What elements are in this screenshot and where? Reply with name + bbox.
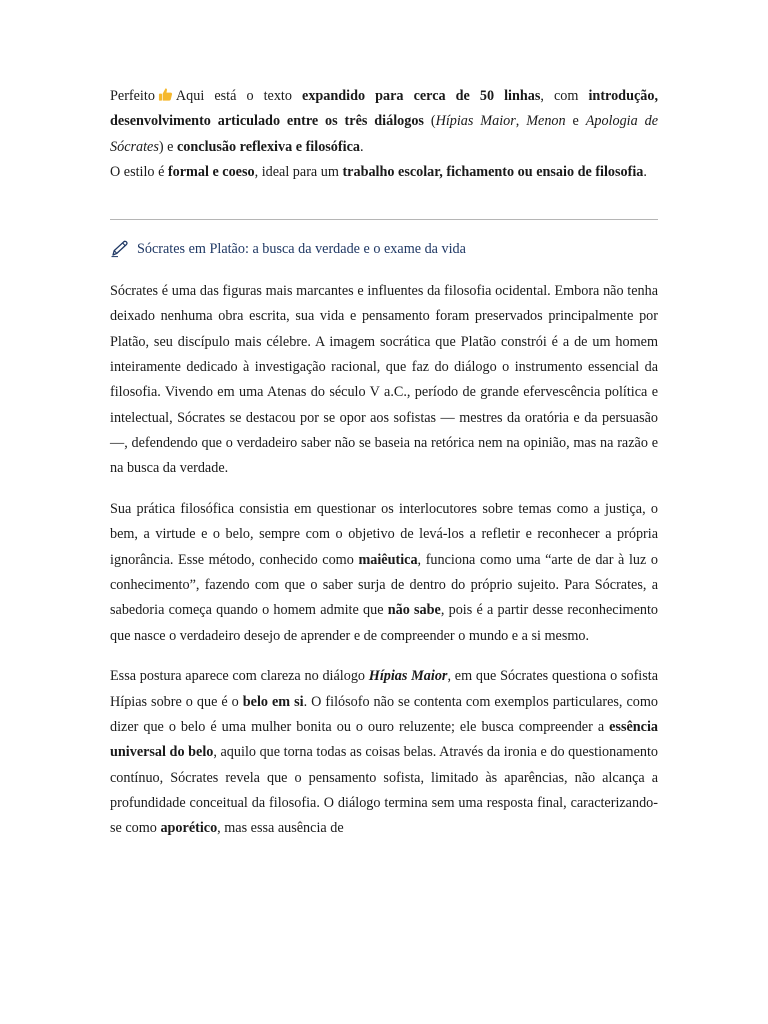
intro-text: e	[565, 113, 586, 130]
intro-paragraph	[110, 160, 658, 185]
bold-text: conclusão reflexiva e filosófica	[177, 138, 360, 155]
italic-title: Menon	[526, 113, 566, 130]
bold-italic-title: Hípias Maior	[368, 668, 448, 685]
document-page	[110, 84, 658, 857]
section-heading	[110, 238, 658, 260]
section-title: Sócrates em Platão: a busca da verdade e o exame da vida	[137, 241, 466, 258]
article-body	[110, 279, 658, 841]
bold-text: introdução, desenvolvimento articulado entre os três diálogos	[110, 88, 658, 130]
body-text: , aquilo que torna todas as coisas belas. Através da ironia e do questionamento contínuo, Sócrates revela que o pensamento sofista, limitado às aparências, não alcança a profundidade conceitual da filosofia. O diálogo termina sem uma resposta final, caracterizando-se como	[110, 744, 659, 837]
intro-text: Aqui está o texto	[175, 88, 303, 104]
intro-text: , com	[540, 88, 589, 104]
body-text: , em que Sócrates questiona o sofista Hípias sobre o que é o	[110, 668, 658, 710]
body-text: , pois é a partir desse reconhecimento que nasce o verdadeiro desejo de aprender e de compreender o mundo e a si mesmo.	[110, 602, 659, 644]
body-paragraph: Sócrates é uma das figuras mais marcantes e influentes da filosofia ocidental. Embora não tenha deixado nenhuma obra escrita, sua vida e pensamento foram preservados principalmente por Platão, seu discípulo mais célebre. A imagem socrática que Platão constrói é a de um homem inteiramente dedicado à investigação racional, que faz do diálogo o instrumento essencial da filosofia. Vivendo em uma Atenas do século V a.C., período de grande efervescência política e intelectual, Sócrates se destacou por se opor aos sofistas — mestres da oratória e da persuasão —, defendendo que o verdadeiro saber não se baseia na retórica nem na opinião, mas na razão e na busca da verdade.	[110, 283, 658, 477]
intro-paragraph	[110, 84, 658, 160]
bold-text: formal e coeso	[167, 163, 255, 180]
thumbs-up-icon	[158, 86, 173, 101]
body-text: , funciona como uma “arte de dar à luz o conhecimento”, fazendo com que o saber surja de dentro do próprio sujeito. Para Sócrates, a sabedoria começa quando o homem admite que	[110, 551, 658, 619]
intro-text: .	[643, 163, 647, 180]
body-paragraph	[110, 497, 658, 649]
intro-text: Perfeito	[110, 88, 155, 104]
body-text: , mas essa ausência de	[217, 820, 344, 837]
intro-text: , ideal para um	[254, 163, 343, 180]
body-text: Sua prática filosófica consistia em questionar os interlocutores sobre temas como a justiça, o bem, a virtude e o belo, sempre com o objetivo de levá-los a refletir e reconhecer a própria ignorância. Esse método, conhecido como	[110, 501, 658, 568]
intro-text: (	[423, 113, 436, 130]
bold-text: expandido para cerca de 50 linhas	[302, 88, 541, 104]
intro-text: .	[359, 138, 364, 155]
bold-text: não sabe	[387, 602, 441, 619]
bold-text: aporético	[160, 820, 218, 837]
horizontal-divider	[110, 219, 658, 220]
bold-text: trabalho escolar, fichamento ou ensaio de filosofia	[342, 163, 644, 180]
intro-text: O estilo é	[110, 163, 168, 180]
body-text: . O filósofo não se contenta com exemplos particulares, como dizer que o belo é uma mulher bonita ou o ouro reluzente; ele busca compreender a	[110, 693, 658, 735]
bold-text: belo em si	[242, 693, 304, 710]
body-paragraph	[110, 664, 658, 841]
bold-text: maiêutica	[358, 551, 418, 568]
italic-title: Hípias Maior	[435, 113, 516, 130]
bold-text: essência universal do belo	[110, 718, 658, 761]
intro-section	[110, 84, 658, 185]
pencil-icon	[110, 240, 130, 258]
intro-text: ) e	[158, 138, 177, 155]
intro-text: ,	[515, 113, 527, 130]
italic-title: Apologia de Sócrates	[110, 113, 658, 155]
body-text: Essa postura aparece com clareza no diálogo	[110, 668, 369, 685]
